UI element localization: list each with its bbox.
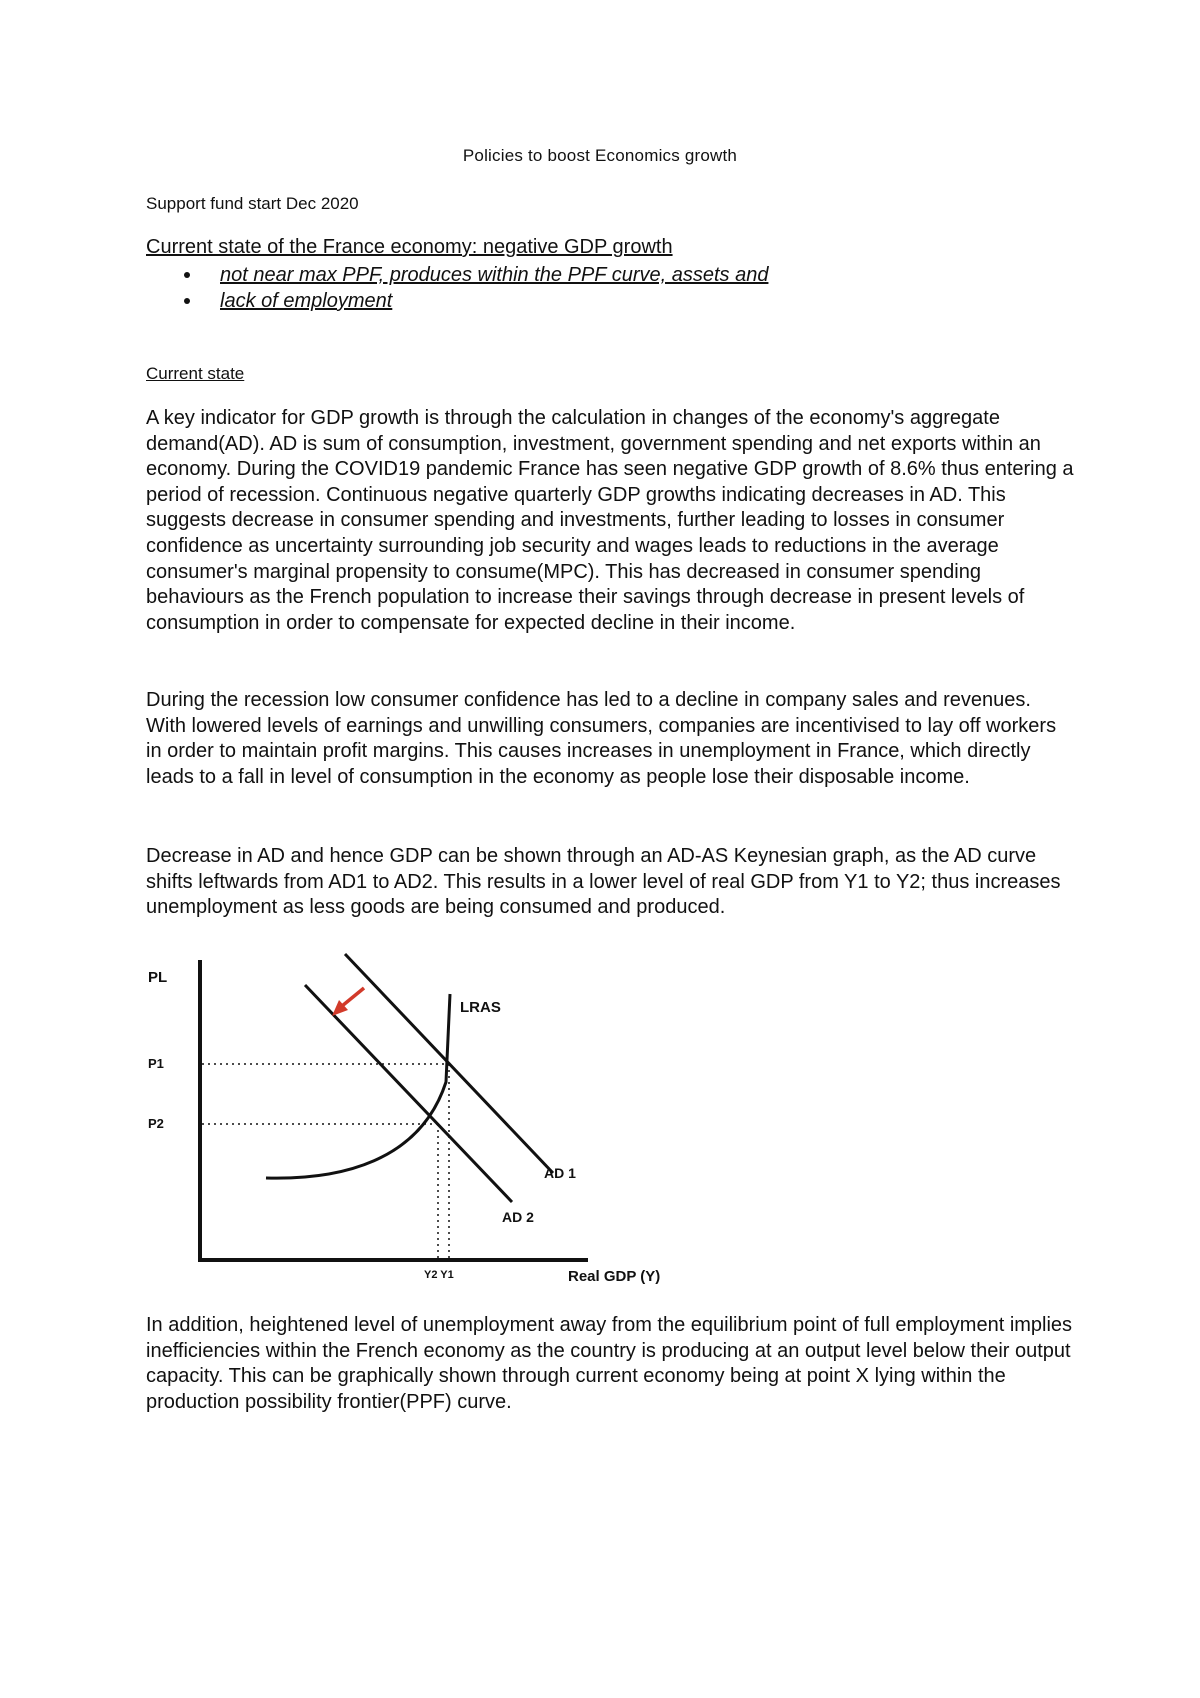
paragraph: A key indicator for GDP growth is through the calculation in changes of the economy's aggregate demand(AD). AD is sum of consumption, investment, government spending and net exports within an economy. During the COVID19 pandemic France has seen negative GDP growth of 8.6% thus entering a period of recession. Continuous negative quarterly GDP growths indicating decreases in AD. This suggests decrease in consumer spending and investments, further leading to losses in consumer confidence as uncertainty surrounding job security and wages leads to reductions in the average consumer's marginal propensity to consume(MPC). This has decreased in consumer spending behaviours as the French population to increase their savings through decrease in present levels of consumption in order to compensate for expected decline in their income. (146, 407, 1074, 634)
paragraph: During the recession low consumer confidence has led to a decline in company sales and revenues. With lowered levels of earnings and unwilling consumers, companies are incentivised to lay off workers in order to maintain profit margins. This causes increases in unemployment in France, which directly leads to a fall in level of consumption in the economy as people lose their disposable income. (146, 689, 1057, 788)
y-axis-label: PL (148, 969, 168, 986)
lras-label: LRAS (460, 999, 501, 1016)
paragraph: Decrease in AD and hence GDP can be shown through an AD-AS Keynesian graph, as the AD curve shifts leftwards from AD1 to AD2. This results in a lower level of real GDP from Y1 to Y2; thus increases unemployment as less goods are being consumed and produced. (146, 845, 1061, 919)
ad1-label: AD 1 (544, 1165, 576, 1181)
bullet-icon (184, 298, 190, 304)
x-axis-label: Real GDP (Y) (568, 1268, 661, 1285)
bullet-list (146, 262, 768, 314)
lras-curve (266, 994, 450, 1178)
ad2-curve (305, 985, 512, 1202)
list-item (146, 262, 768, 288)
y-tick-labels: Y2 Y1 (424, 1269, 454, 1281)
support-line: Support fund start Dec 2020 (146, 194, 359, 213)
list-item (146, 288, 768, 314)
p2-label: P2 (148, 1116, 164, 1131)
bullet-icon (184, 272, 190, 278)
section-heading: Current state of the France economy: negative GDP growth (146, 236, 673, 258)
shift-arrow (342, 988, 364, 1006)
ad2-label: AD 2 (502, 1209, 534, 1225)
paragraph: In addition, heightened level of unemployment away from the equilibrium point of full employment implies inefficiencies within the French economy as the country is producing at an output level below their output capacity. This can be graphically shown through current economy being at point X lying within the production possibility frontier(PPF) curve. (146, 1314, 1073, 1413)
bullet-text: lack of employment (220, 290, 393, 312)
subheading: Current state (146, 364, 245, 383)
document-title: Policies to boost Economics growth (462, 146, 738, 165)
ad-as-graph (140, 940, 700, 1290)
p1-label: P1 (148, 1056, 164, 1071)
bullet-text: not near max PPF, produces within the PPF curve, assets and (220, 264, 769, 286)
